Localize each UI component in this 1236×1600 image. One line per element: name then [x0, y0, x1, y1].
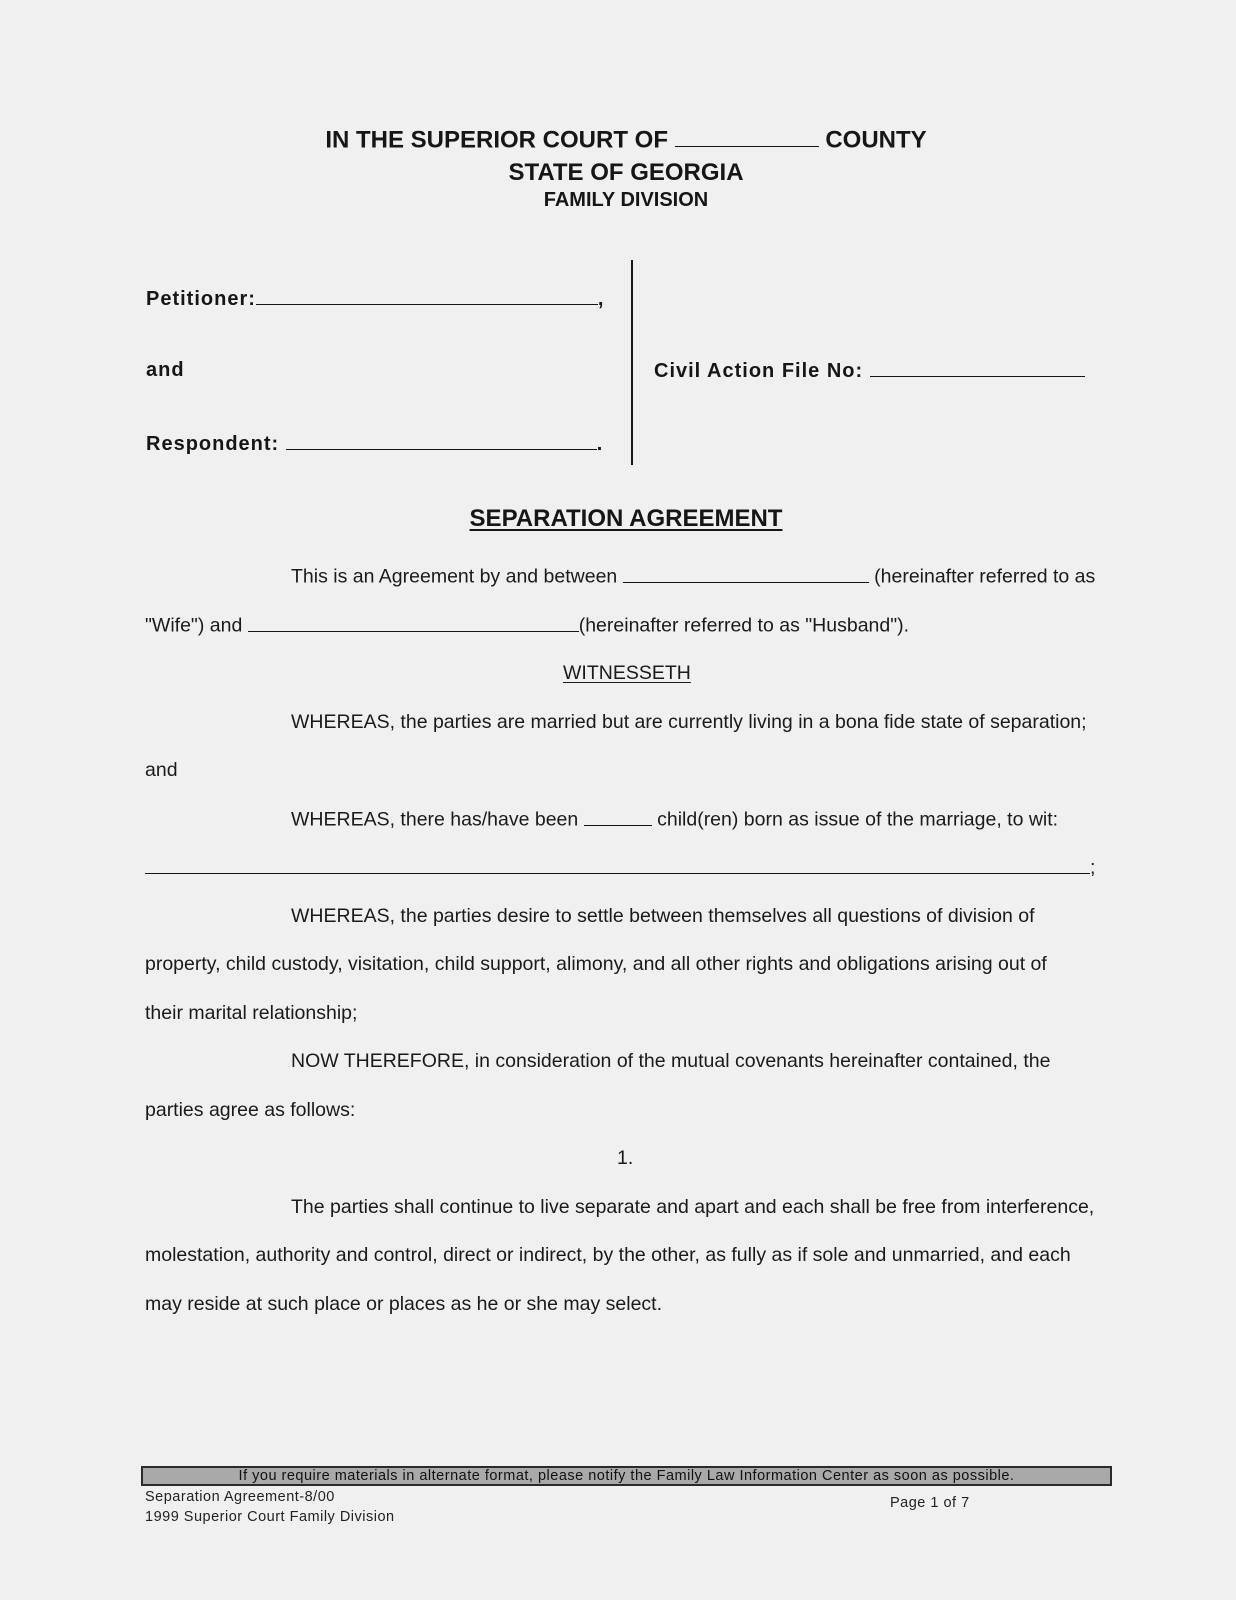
intro-line-1	[291, 565, 1095, 589]
and-label: and	[146, 359, 185, 381]
file-number-line	[654, 359, 1085, 383]
intro-line-2-start: "Wife") and	[145, 614, 243, 637]
intro-line-2-end: (hereinafter referred to as "Husband").	[578, 614, 910, 637]
whereas-1-line-1: WHEREAS, the parties are married but are currently living in a bona fide state of separation;	[291, 711, 1087, 733]
whereas-2-end: child(ren) born as issue of the marriage, to wit:	[657, 808, 1059, 831]
witnesseth-heading: WITNESSETH	[563, 662, 691, 684]
children-names-blank	[145, 856, 1090, 874]
court-heading-suffix: COUNTY	[825, 126, 927, 154]
division-heading: FAMILY DIVISION	[543, 189, 709, 211]
section-1-line-3: may reside at such place or places as he or she may select.	[145, 1293, 662, 1315]
respondent-blank	[286, 432, 597, 450]
now-therefore-line-1: NOW THEREFORE, in consideration of the mutual covenants hereinafter contained, the	[291, 1050, 1051, 1072]
wife-name-blank	[623, 565, 869, 583]
section-1-line-1: The parties shall continue to live separate and apart and each shall be free from interference,	[291, 1196, 1095, 1218]
whereas-3-line-3: their marital relationship;	[145, 1002, 358, 1024]
children-names-line	[145, 856, 1095, 880]
intro-line-2	[145, 614, 909, 638]
file-number-blank	[870, 359, 1085, 377]
state-heading: STATE OF GEORGIA	[508, 159, 744, 186]
court-heading	[0, 126, 1236, 154]
form-source: 1999 Superior Court Family Division	[145, 1509, 395, 1525]
intro-line-1-start: This is an Agreement by and between	[291, 565, 618, 588]
petitioner-label: Petitioner:	[146, 288, 256, 310]
petitioner-end: ,	[597, 288, 605, 310]
petitioner-blank	[256, 287, 598, 305]
page-number: Page 1 of 7	[890, 1495, 970, 1511]
section-number: 1.	[617, 1147, 634, 1169]
whereas-2-line	[291, 808, 1058, 832]
county-blank	[675, 126, 819, 147]
section-1-line-2: molestation, authority and control, direct or indirect, by the other, as fully as if sole and unmarried, and each	[145, 1244, 1071, 1266]
respondent-end: .	[596, 433, 604, 455]
whereas-2-start: WHEREAS, there has/have been	[291, 808, 579, 831]
whereas-3-line-2: property, child custody, visitation, child support, alimony, and all other rights and obligations arising out of	[145, 953, 1047, 975]
file-number-label: Civil Action File No:	[654, 360, 864, 382]
alternate-format-notice: If you require materials in alternate format, please notify the Family Law Information Center as soon as possible.	[141, 1466, 1112, 1486]
caption-divider	[631, 260, 633, 465]
children-names-end: ;	[1090, 856, 1096, 879]
now-therefore-line-2: parties agree as follows:	[145, 1099, 356, 1121]
petitioner-line	[146, 287, 604, 311]
document-title: SEPARATION AGREEMENT	[469, 505, 783, 532]
children-count-blank	[584, 808, 652, 826]
form-id: Separation Agreement-8/00	[145, 1489, 335, 1505]
respondent-label: Respondent:	[146, 433, 280, 455]
intro-line-1-end: (hereinafter referred to as	[874, 565, 1096, 588]
husband-name-blank	[248, 614, 579, 632]
whereas-3-line-1: WHEREAS, the parties desire to settle between themselves all questions of division of	[291, 905, 1035, 927]
court-heading-prefix: IN THE SUPERIOR COURT OF	[325, 126, 668, 154]
whereas-1-line-2: and	[145, 759, 178, 781]
respondent-line	[146, 432, 603, 456]
